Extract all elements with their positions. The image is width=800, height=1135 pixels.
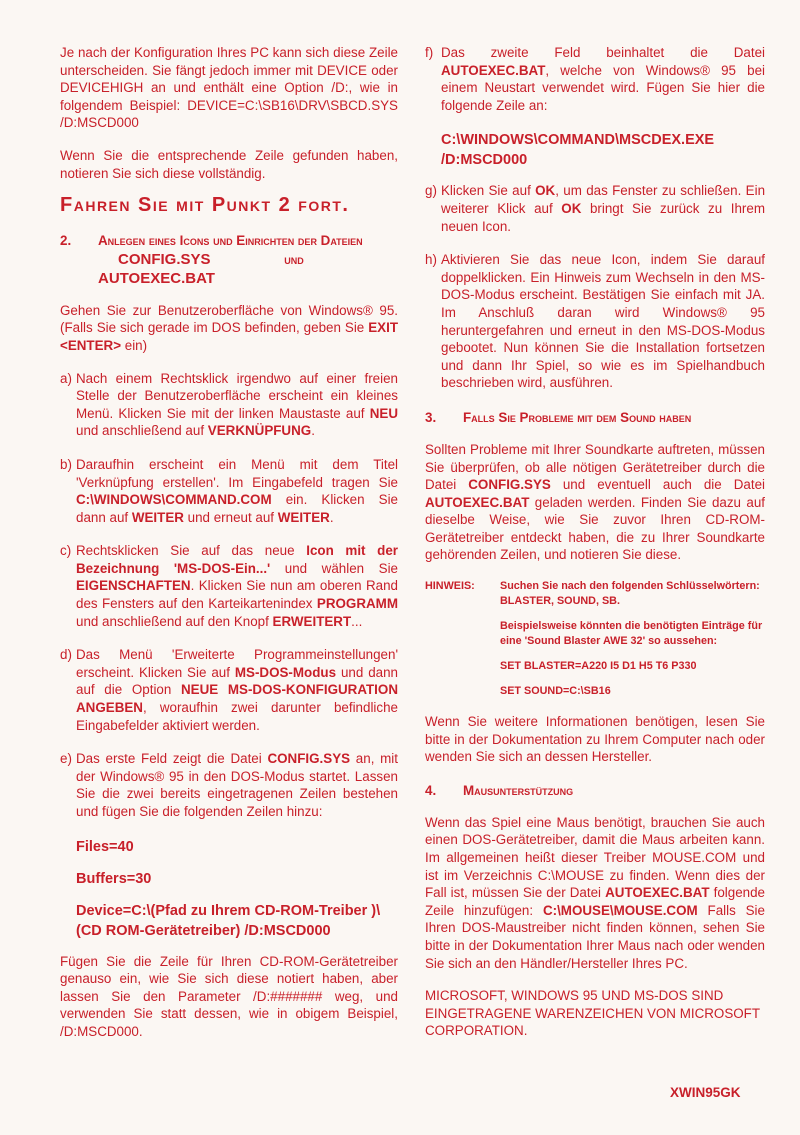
hinweis-label: HINWEIS:	[425, 580, 475, 593]
step-c: c) Rechtsklicken Sie auf das neue Icon mit der Bezeichnung 'MS-DOS-Ein...' und wählen Sie EIGENSCHAFTEN. Klicken Sie nun am oberen Rand des Fensters auf den Karteikartenindex PROGRAMM und anschließend auf den Knopf ERWEITERT...	[60, 543, 398, 629]
step-g: g) Klicken Sie auf OK, um das Fenster zu schließen. Ein weiterer Klick auf OK bringt Sie zurück zu Ihrem neuen Icon.	[425, 183, 766, 234]
hinweis-set-sound: SET SOUND=C:\SB16	[500, 685, 611, 698]
section-3-text: Sollten Probleme mit Ihrer Soundkarte auftreten, müssen Sie überprüfen, ob alle nötigen Gerätetreiber durch die Datei CONFIG.SYS und eventuell auch die Datei AUTOEXEC.BAT geladen werden. Finden Sie dazu auf dieselbe Weise, wie Sie zuvor Ihren CD-ROM-Gerätetreiber entdeckt haben, die zu Ihrer Soundkarte gehörenden Zeilen, und notieren Sie diese.	[425, 441, 765, 563]
section-4-heading: 4. Mausunterstützung	[425, 782, 574, 798]
file-config: CONFIG.SYS	[118, 250, 211, 268]
right-column	[425, 44, 765, 1055]
step-f: f) Das zweite Feld beinhaltet die Datei AUTOEXEC.BAT, welche von Windows® 95 bei einem Neustart verwendet wird. Fügen Sie hier die folgende Zeile an:	[425, 45, 765, 113]
section-3-heading: 3. Falls Sie Probleme mit dem Sound haben	[425, 409, 692, 425]
continue-heading: Fahren Sie mit Punkt 2 fort.	[60, 194, 350, 217]
section-2-intro: Gehen Sie zur Benutzeroberfläche von Windows® 95. (Falls Sie sich gerade im DOS befinden, geben Sie EXIT <ENTER> ein)	[60, 302, 398, 353]
section-3-outro: Wenn Sie weitere Informationen benötigen, lesen Sie bitte in der Dokumentation zu Ihrem Computer nach oder wenden Sie sich an dessen Hersteller.	[425, 714, 765, 765]
left-column	[60, 44, 398, 1056]
intro-paragraph: Je nach der Konfiguration Ihres PC kann sich diese Zeile unterscheiden. Sie fängt jedoch immer mit DEVICE oder DEVICEHIGH an und enthält eine Option /D:, wie in folgendem Beispiel: DEVICE=C:\SB16\DRV\SBCD.SYS /D:MSCD000	[60, 45, 398, 131]
device-line: Device=C:\(Pfad zu Ihrem CD-ROM-Treiber )\(CD ROM-Gerätetreiber) /D:MSCD000	[76, 902, 381, 939]
hinweis-set-blaster: SET BLASTER=A220 I5 D1 H5 T6 P330	[500, 660, 697, 673]
section-number: 2.	[60, 232, 72, 248]
step-d: d) Das Menü 'Erweiterte Programmeinstellungen' erscheint. Klicken Sie auf MS-DOS-Modus und dann auf die Option NEUE MS-DOS-KONFIGURATION ANGEBEN, woraufhin zwei darunter befindliche Eingabefelder aktiviert werden.	[60, 647, 398, 733]
section-4-text: Wenn das Spiel eine Maus benötigt, brauchen Sie auch einen DOS-Gerätetreiber, damit die Maus arbeiten kann. Im allgemeinen heißt dieser Treiber MOUSE.COM und ist im Verzeichnis C:\MOUSE zu finden. Wenn dies der Fall ist, müssen Sie der Datei AUTOEXEC.BAT folgende Zeile hinzufügen: C:\MOUSE\MOUSE.COM Falls Sie Ihren DOS-Maustreiber nicht finden können, sehen Sie bitte in der Dokumentation Ihrer Maus nach oder wenden Sie sich an den Händler/Hersteller Ihres PC.	[425, 814, 765, 971]
intro-note: Wenn Sie die entsprechende Zeile gefunden haben, notieren Sie sich diese vollständig.	[60, 147, 398, 181]
buffers-line: Buffers=30	[76, 870, 152, 887]
file-autoexec: AUTOEXEC.BAT	[98, 269, 215, 287]
step-h: h) Aktivieren Sie das neue Icon, indem Sie darauf doppelklicken. Ein Hinweis zum Wechseln in den MS-DOS-Modus erscheint. Bestätigen Sie einfach mit JA. Im Anschluß daran wird Windows® 95 heruntergefahren und erneut in den MS-DOS-Modus gebootet. Nun können Sie die Installation fortsetzen und dann Ihr Spiel, so wie es im Spielhandbuch beschrieben wird, ausführen.	[425, 252, 765, 391]
step-e: e) Das erste Feld zeigt die Datei CONFIG.SYS an, mit der Windows® 95 in den DOS-Modus startet. Lassen Sie die zwei bereits eingetragenen Zeilen bestehen und fügen Sie die folgenden Zeilen hinzu:	[60, 751, 398, 819]
trademark-notice: MICROSOFT, WINDOWS 95 UND MS-DOS SIND EINGETRAGENE WARENZEICHEN VON MICROSOFT CORPORATION.	[425, 988, 760, 1039]
step-b: b) Daraufhin erscheint ein Menü mit dem Titel 'Verknüpfung erstellen'. Im Eingabefeld tragen Sie C:\WINDOWS\COMMAND.COM ein. Klicken Sie dann auf WEITER und erneut auf WEITER.	[60, 456, 398, 525]
section-2-outro: Fügen Sie die Zeile für Ihren CD-ROM-Gerätetreiber genauso ein, wie Sie sich diese notiert haben, aber lassen Sie den Parameter /D:####### weg, und verwenden Sie statt dessen, wie in obigem Beispiel, /D:MSCD000.	[60, 953, 398, 1039]
step-a: a) Nach einem Rechtsklick irgendwo auf einer freien Stelle der Benutzeroberfläche erscheint ein kleines Menü. Klicken Sie mit der linken Maustaste auf NEU und anschließend auf VERKNÜPFUNG.	[60, 370, 398, 439]
section-title: Anlegen eines Icons und Einrichten der Dateien	[98, 232, 363, 248]
und-word: und	[284, 251, 304, 267]
mscdex-line: C:\WINDOWS\COMMAND\MSCDEX.EXE /D:MSCD000	[441, 132, 715, 169]
hinweis-box	[425, 579, 765, 699]
hinweis-text: Suchen Sie nach den folgenden Schlüsselwörtern: BLASTER, SOUND, SB.	[500, 580, 760, 608]
hinweis-example: Beispielsweise könnten die benötigten Einträge für eine 'Sound Blaster AWE 32' so aussehen:	[500, 620, 763, 648]
section-2-heading	[60, 231, 398, 288]
document-code: XWIN95GK	[670, 1085, 741, 1100]
files-line: Files=40	[76, 838, 134, 855]
